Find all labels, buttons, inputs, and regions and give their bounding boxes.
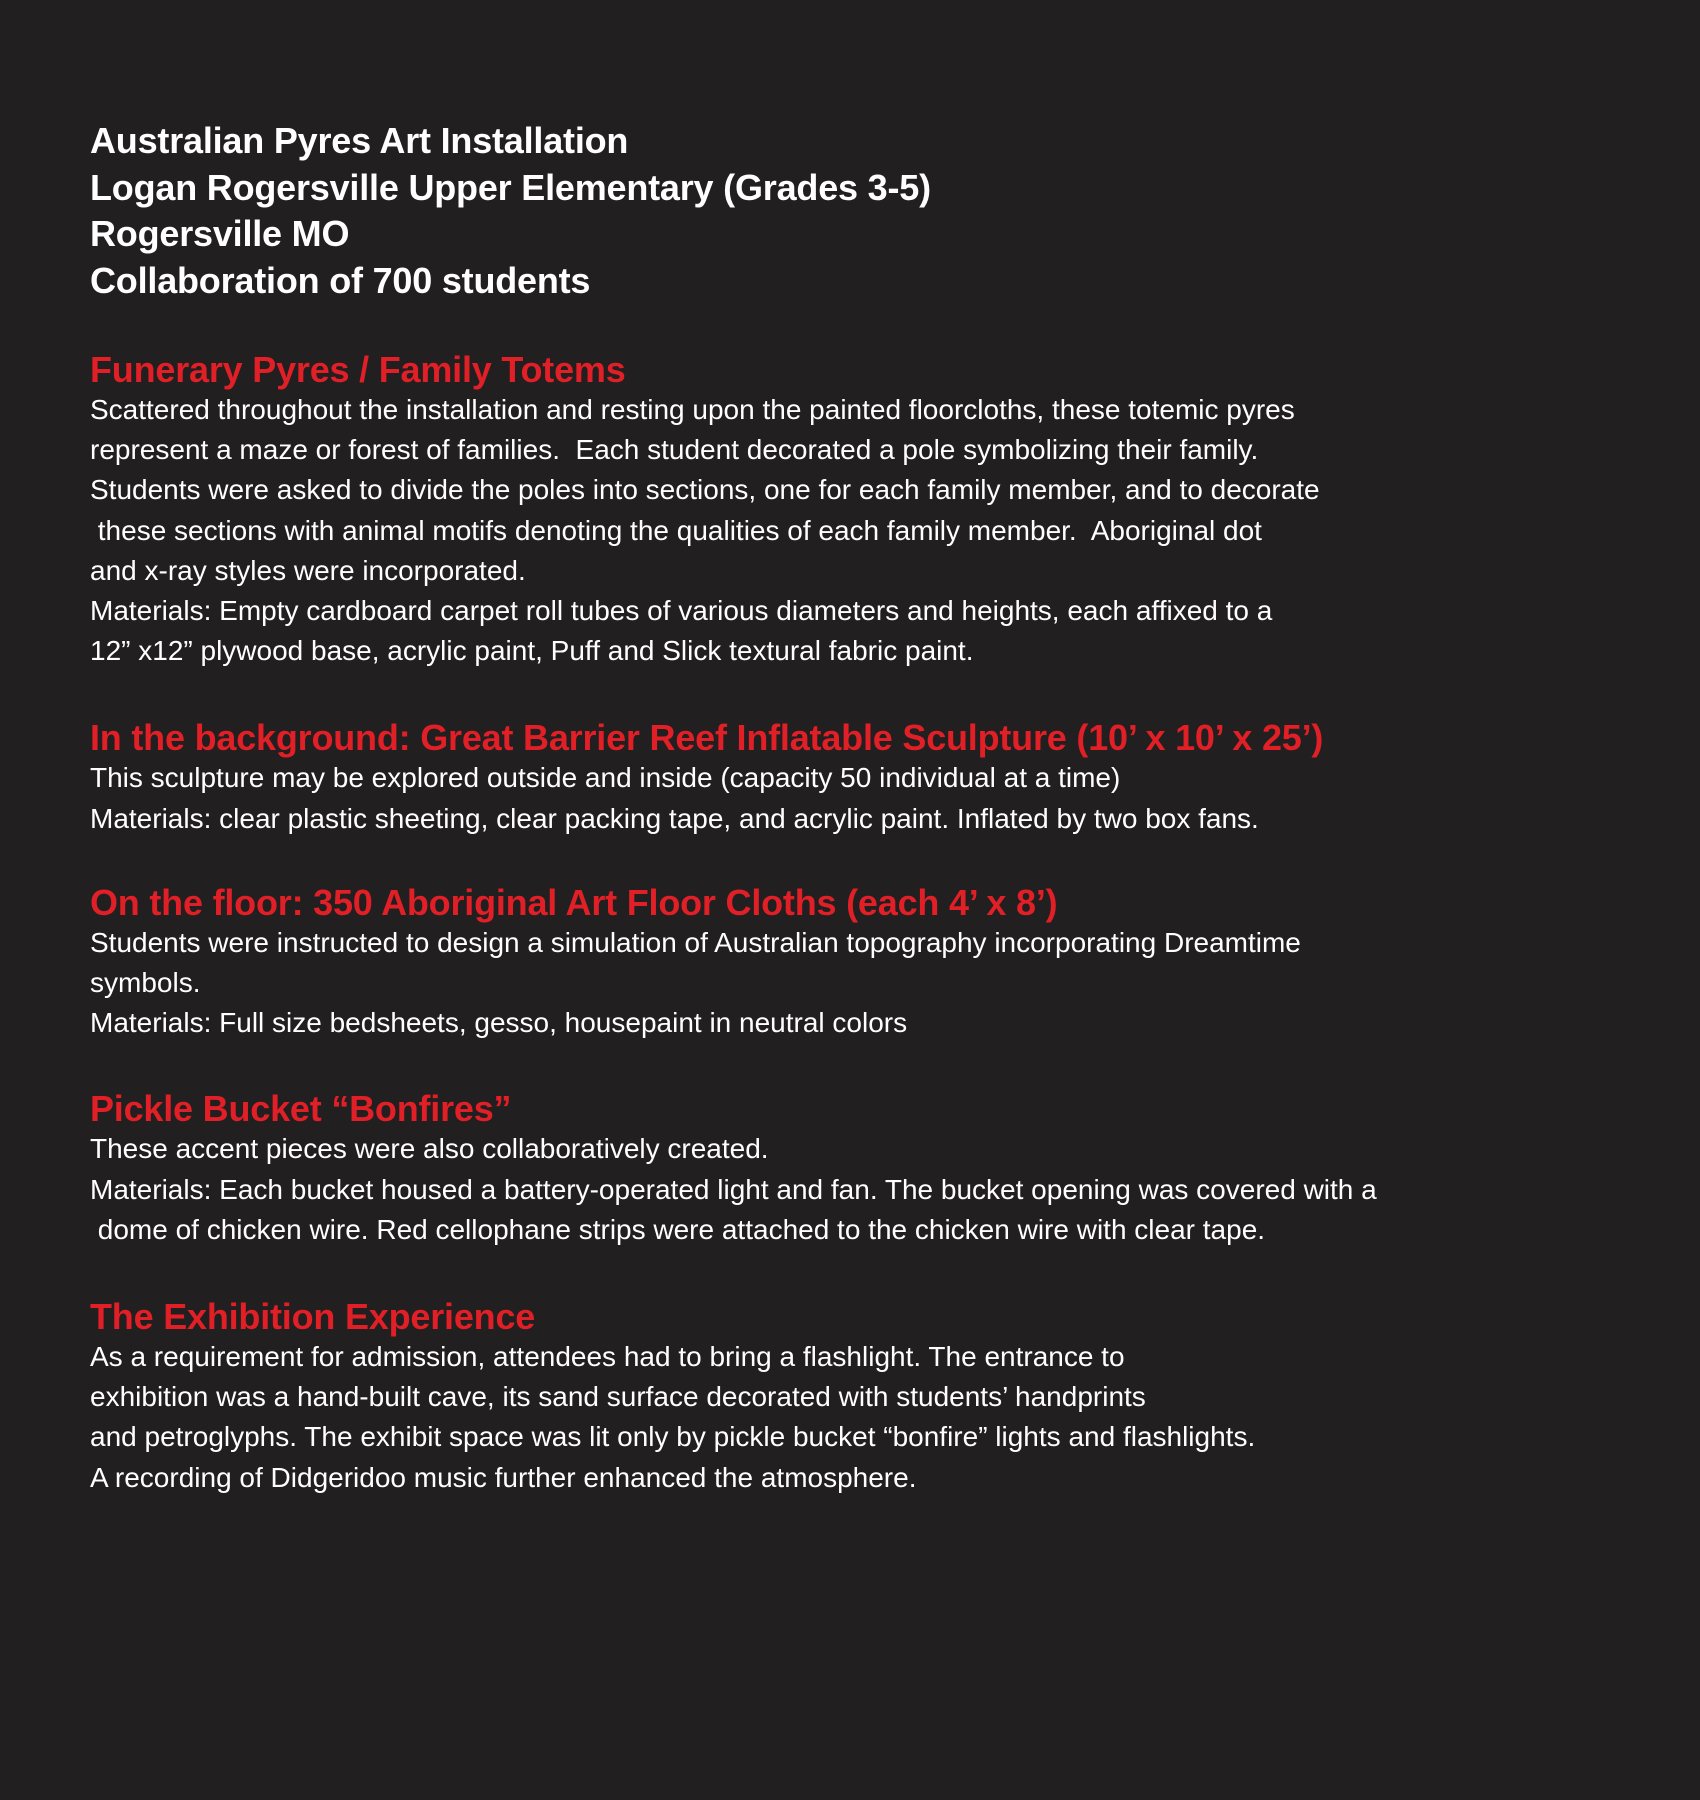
section-pickle-bucket-bonfires — [90, 1089, 1670, 1250]
section-floor-cloths — [90, 883, 1670, 1044]
body-line: these sections with animal motifs denoting the qualities of each family member. Aboriginal dot — [90, 514, 1262, 546]
body-line: and x-ray styles were incorporated. — [90, 554, 526, 586]
body-line: and petroglyphs. The exhibit space was lit only by pickle bucket “bonfire” lights and flashlights. — [90, 1421, 1256, 1453]
body-line: As a requirement for admission, attendees had to bring a flashlight. The entrance to — [90, 1341, 1125, 1373]
section-heading: The Exhibition Experience — [90, 1296, 536, 1338]
body-line: Students were instructed to design a simulation of Australian topography incorporating Dreamtime — [90, 926, 1301, 958]
section-heading: On the floor: 350 Aboriginal Art Floor Cloths (each 4’ x 8’) — [90, 881, 1058, 923]
school-name: Logan Rogersville Upper Elementary (Grades 3-5) — [90, 166, 931, 208]
materials-line: Materials: clear plastic sheeting, clear packing tape, and acrylic paint. Inflated by two box fans. — [90, 802, 1259, 834]
body-line: A recording of Didgeridoo music further enhanced the atmosphere. — [90, 1461, 917, 1493]
section-heading: Funerary Pyres / Family Totems — [90, 349, 626, 390]
body-line: This sculpture may be explored outside and inside (capacity 50 individual at a time) — [90, 762, 1121, 794]
section-heading: Pickle Bucket “Bonfires” — [90, 1088, 512, 1130]
materials-line: dome of chicken wire. Red cellophane strips were attached to the chicken wire with clear tape. — [90, 1213, 1266, 1245]
section-funerary-pyres — [90, 350, 1670, 671]
body-line: Students were asked to divide the poles into sections, one for each family member, and to decorate — [90, 474, 1320, 506]
document-page — [90, 118, 1670, 1498]
installation-title: Australian Pyres Art Installation — [90, 120, 629, 161]
body-line: Scattered throughout the installation and resting upon the painted floorcloths, these totemic pyres — [90, 394, 1295, 425]
section-heading: In the background: Great Barrier Reef Inflatable Sculpture (10’ x 10’ x 25’) — [90, 717, 1324, 759]
materials-line: 12” x12” plywood base, acrylic paint, Puff and Slick textural fabric paint. — [90, 635, 974, 667]
body-line: exhibition was a hand-built cave, its sand surface decorated with students’ handprints — [90, 1381, 1146, 1413]
body-line: These accent pieces were also collaboratively created. — [90, 1133, 769, 1165]
document-header — [90, 118, 1670, 304]
collaboration-count: Collaboration of 700 students — [90, 259, 591, 301]
location: Rogersville MO — [90, 213, 350, 254]
materials-line: Materials: Full size bedsheets, gesso, housepaint in neutral colors — [90, 1007, 908, 1039]
materials-line: Materials: Empty cardboard carpet roll tubes of various diameters and heights, each affixed to a — [90, 595, 1273, 627]
body-line: represent a maze or forest of families. Each student decorated a pole symbolizing their family. — [90, 434, 1259, 466]
body-line: symbols. — [90, 967, 201, 999]
materials-line: Materials: Each bucket housed a battery-operated light and fan. The bucket opening was covered with a — [90, 1173, 1377, 1205]
section-exhibition-experience — [90, 1297, 1670, 1498]
section-great-barrier-reef — [90, 718, 1670, 838]
